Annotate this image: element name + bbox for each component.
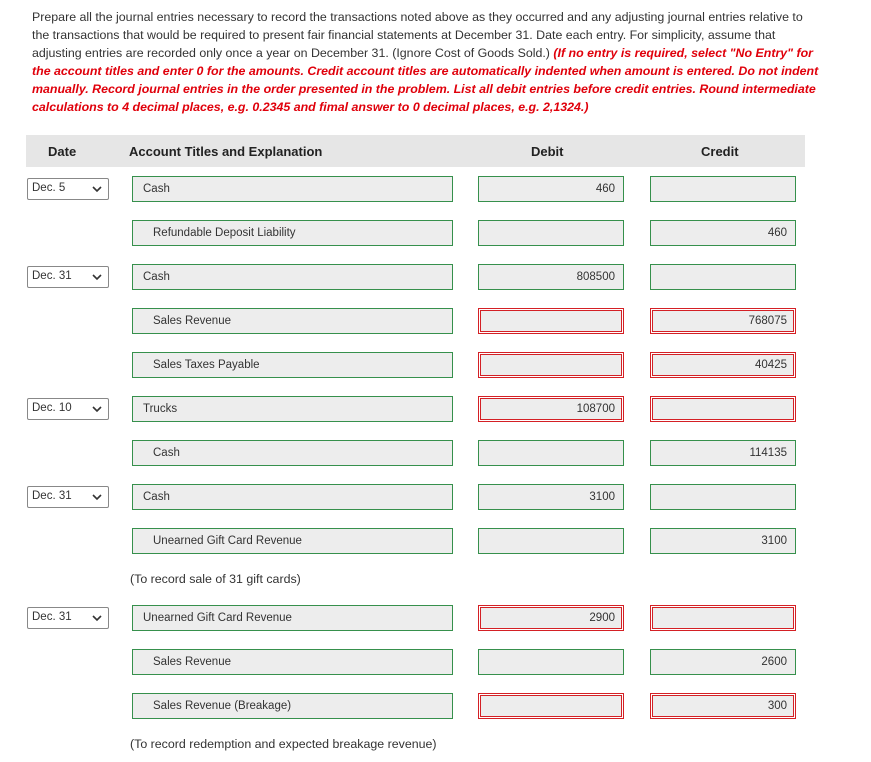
credit-input[interactable] — [650, 396, 796, 422]
credit-input[interactable]: 768075 — [650, 308, 796, 334]
debit-input[interactable]: 808500 — [478, 264, 624, 290]
debit-input[interactable] — [478, 649, 624, 675]
instructions-text: Prepare all the journal entries necessary to record the transactions noted above as they occurred and any adjusting journal entries relative to the transactions that would be required to present fair financial statements at December 31. Date each entry. For simplicity, assume that adjusting entries are recorded only once a year on December 31. (Ignore Cost of Goods Sold.) — [32, 10, 803, 60]
debit-input[interactable] — [478, 308, 624, 334]
credit-input[interactable] — [650, 605, 796, 631]
chevron-down-icon — [92, 185, 102, 193]
chevron-down-icon — [92, 614, 102, 622]
date-select-value: Dec. 31 — [32, 611, 72, 623]
chevron-down-icon — [92, 405, 102, 413]
debit-input[interactable] — [478, 693, 624, 719]
instructions — [32, 8, 822, 116]
instructions-warning: (If no entry is required, select "No Entry" for the account titles and enter 0 for the amounts. Credit account titles are automatically indented when amount is entered. Do not indent manually. Record journal entries in the order presented in the problem. List all debit entries before credit entries. Round intermediate calculations to 4 decimal places, e.g. 0.2345 and fimal answer to 0 decimal places, e.g. 2,1324.) — [32, 46, 819, 114]
account-title-input[interactable]: Sales Revenue — [132, 649, 453, 675]
debit-input[interactable] — [478, 220, 624, 246]
date-select[interactable] — [27, 398, 109, 420]
account-title-input[interactable]: Cash — [132, 484, 453, 510]
account-title-input[interactable]: Sales Revenue (Breakage) — [132, 693, 453, 719]
date-select[interactable] — [27, 607, 109, 629]
date-select[interactable] — [27, 486, 109, 508]
header-credit: Credit — [701, 144, 739, 159]
account-title-input[interactable]: Sales Taxes Payable — [132, 352, 453, 378]
debit-input[interactable]: 2900 — [478, 605, 624, 631]
chevron-down-icon — [92, 273, 102, 281]
date-select-value: Dec. 31 — [32, 270, 72, 282]
credit-input[interactable] — [650, 176, 796, 202]
entry-explanation: (To record redemption and expected breakage revenue) — [130, 737, 437, 751]
date-select-value: Dec. 10 — [32, 402, 72, 414]
account-title-input[interactable]: Sales Revenue — [132, 308, 453, 334]
debit-input[interactable] — [478, 528, 624, 554]
date-select[interactable] — [27, 266, 109, 288]
debit-input[interactable] — [478, 440, 624, 466]
account-title-input[interactable]: Refundable Deposit Liability — [132, 220, 453, 246]
date-select-value: Dec. 5 — [32, 182, 66, 194]
credit-input[interactable] — [650, 484, 796, 510]
credit-input[interactable]: 300 — [650, 693, 796, 719]
header-debit: Debit — [531, 144, 564, 159]
entry-explanation: (To record sale of 31 gift cards) — [130, 572, 301, 586]
date-select-value: Dec. 31 — [32, 490, 72, 502]
account-title-input[interactable]: Unearned Gift Card Revenue — [132, 605, 453, 631]
debit-input[interactable]: 108700 — [478, 396, 624, 422]
credit-input[interactable] — [650, 264, 796, 290]
date-select[interactable] — [27, 178, 109, 200]
account-title-input[interactable]: Unearned Gift Card Revenue — [132, 528, 453, 554]
table-header — [26, 135, 805, 167]
account-title-input[interactable]: Cash — [132, 264, 453, 290]
credit-input[interactable]: 2600 — [650, 649, 796, 675]
header-date: Date — [48, 144, 77, 159]
credit-input[interactable]: 40425 — [650, 352, 796, 378]
credit-input[interactable]: 460 — [650, 220, 796, 246]
account-title-input[interactable]: Cash — [132, 440, 453, 466]
account-title-input[interactable]: Trucks — [132, 396, 453, 422]
account-title-input[interactable]: Cash — [132, 176, 453, 202]
debit-input[interactable]: 460 — [478, 176, 624, 202]
chevron-down-icon — [92, 493, 102, 501]
credit-input[interactable]: 3100 — [650, 528, 796, 554]
header-account: Account Titles and Explanation — [129, 144, 323, 159]
debit-input[interactable]: 3100 — [478, 484, 624, 510]
debit-input[interactable] — [478, 352, 624, 378]
credit-input[interactable]: 114135 — [650, 440, 796, 466]
